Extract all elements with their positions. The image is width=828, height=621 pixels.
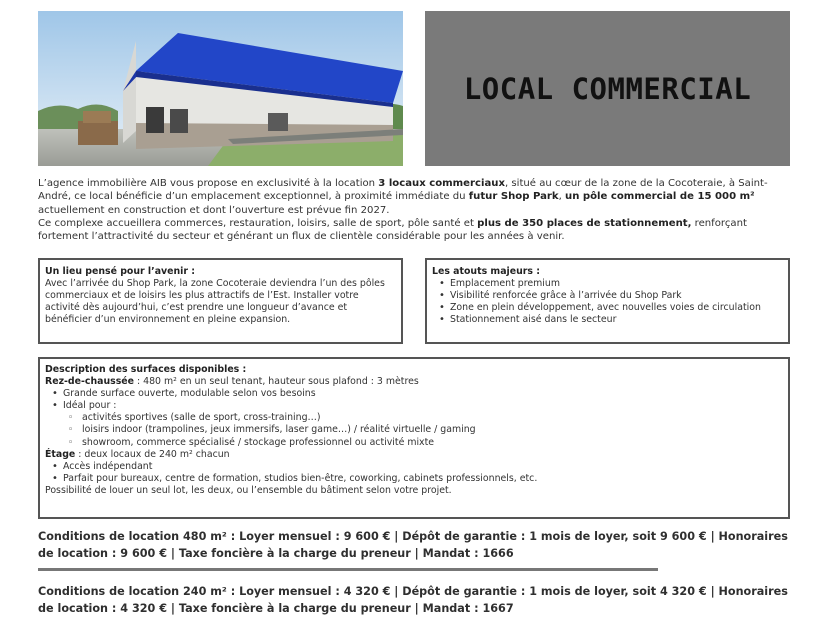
future-heading: Un lieu pensé pour l’avenir : <box>45 266 196 277</box>
ideal-list <box>45 412 783 448</box>
etage-list <box>45 461 783 485</box>
list-item: ◦ showroom, commerce spécialisé / stockage professionnel ou activité mixte <box>45 437 783 449</box>
list-item: ◦ loisirs indoor (trampolines, jeux immersifs, laser game…) / réalité virtuelle / gaming <box>45 424 783 436</box>
divider <box>38 568 658 571</box>
conditions-240: Conditions de location 240 m² : Loyer mensuel : 4 320 € | Dépôt de garantie : 1 mois de loyer, soit 4 320 € | Honoraires de location : 4 320 € | Taxe foncière à la charge du preneur | Mandat : 1667 <box>38 585 788 615</box>
list-item: ◦ activités sportives (salle de sport, cross-training…) <box>45 412 783 424</box>
intro-text <box>38 177 790 243</box>
etage-line: Étage : deux locaux de 240 m² chacun <box>45 448 230 460</box>
intro-paragraph-1: L’agence immobilière AIB vous propose en exclusivité à la location 3 locaux commerciaux, situé au cœur de la zone de la Cocoteraie, à Saint-André, ce local bénéficie d’un emplacement exceptionnel, à proximité immédiate du futur Shop Park, un pôle commercial de 15 000 m² actuellement en construction et dont l’ouverture est prévue fin 2027. <box>38 178 768 216</box>
future-text: Avec l’arrivée du Shop Park, la zone Cocoteraie deviendra l’un des pôles commerciaux et de loisirs les plus attractifs de l’Est. Installer votre activité dès aujourd’hui, c’est prendre une longueur d’avance et bénéficier d’un environnement en pleine expansion. <box>45 278 385 326</box>
rdc-line: Rez-de-chaussée : 480 m² en un seul tenant, hauteur sous plafond : 3 mètres <box>45 376 419 388</box>
atouts-list <box>432 278 783 326</box>
atouts-heading: Les atouts majeurs : <box>432 266 540 277</box>
list-item: • Stationnement aisé dans le secteur <box>432 314 783 326</box>
title-banner <box>425 11 790 166</box>
list-item: • Idéal pour : <box>45 400 783 412</box>
future-box <box>38 258 403 344</box>
list-item: • Zone en plein développement, avec nouvelles voies de circulation <box>432 302 783 314</box>
description-footer: Possibilité de louer un seul lot, les deux, ou l’ensemble du bâtiment selon votre projet. <box>45 484 452 496</box>
description-heading: Description des surfaces disponibles : <box>45 364 247 375</box>
list-item: • Grande surface ouverte, modulable selon vos besoins <box>45 388 783 400</box>
list-item: • Accès indépendant <box>45 461 783 473</box>
intro-paragraph-2: Ce complexe accueillera commerces, restauration, loisirs, salle de sport, pôle santé et plus de 350 places de stationnement, renforçant fortement l’attractivité du secteur et générant un flux de clientèle considérable pour les années à venir. <box>38 217 747 243</box>
description-box <box>38 357 790 519</box>
atouts-box <box>425 258 790 344</box>
list-item: • Visibilité renforcée grâce à l’arrivée du Shop Park <box>432 290 783 302</box>
rdc-list <box>45 388 783 412</box>
conditions-480: Conditions de location 480 m² : Loyer mensuel : 9 600 € | Dépôt de garantie : 1 mois de loyer, soit 9 600 € | Honoraires de location : 9 600 € | Taxe foncière à la charge du preneur | Mandat : 1666 <box>38 530 788 560</box>
building-render-image <box>38 11 403 166</box>
list-item: • Emplacement premium <box>432 278 783 290</box>
list-item: • Parfait pour bureaux, centre de formation, studios bien-être, coworking, cabinets professionnels, etc. <box>45 473 783 485</box>
page-title: LOCAL COMMERCIAL <box>463 71 752 106</box>
